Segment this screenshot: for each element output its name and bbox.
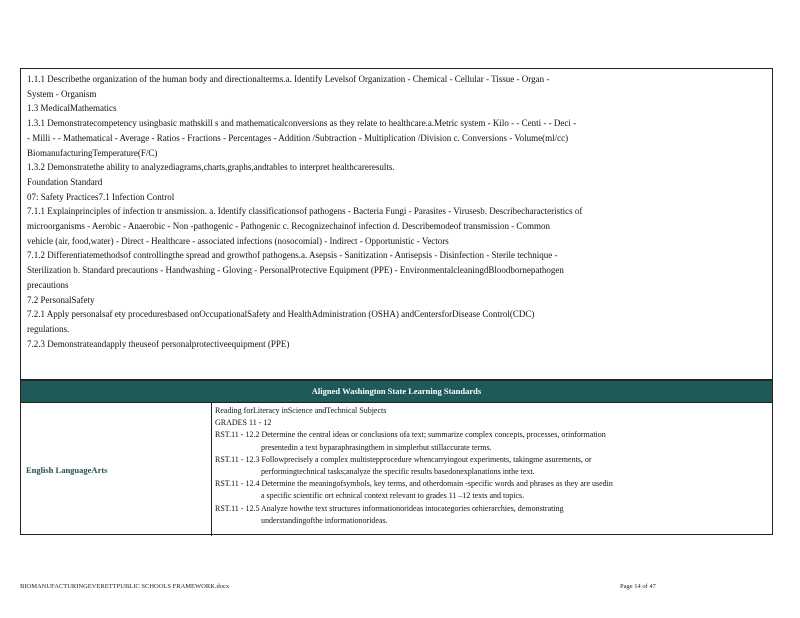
framework-content — [27, 72, 769, 351]
standards-row: Reading forLiteracy inScience andTechnical Subjects — [215, 406, 387, 415]
heading-medical-math: 1.3 MedicalMathematics — [27, 103, 117, 114]
line-precautions: precautions — [27, 279, 69, 290]
line-vehicle: vehicle (air, food,water) - Direct - Healthcare - associated infections (nosocomial) - Indirect - Opportunistic - Vectors — [27, 235, 449, 246]
line-7-1-1: 7.1.1 Explainprinciples of infection tr ansmission. a. Identify classificationsof pathogens - Bacteria Fungi - Parasites - Virusesb. Describecharacteristics of — [27, 206, 583, 217]
line-foundation-standard: Foundation Standard — [27, 176, 103, 187]
standards-table — [20, 380, 773, 535]
standards-row: performingtechnical tasks;analyze the specific results basedonexplanations inthe text. — [261, 467, 535, 477]
line-7-1-2: 7.1.2 Differentiatemethodsof controllingthe spread and growthof pathogens.a. Asepsis - Sanitization - Antisepsis - Disinfection - Sterile technique - — [27, 250, 558, 261]
standards-row: RST.11 - 12.2 Determine the central ideas or conclusions ofa text; summarize complex concepts, processes, orinformation — [215, 430, 606, 440]
line-1-1-1: 1.1.1 Describethe organization of the human body and directionalterms.a. Identify Levelsof Organization - Chemical - Cellular - Tissue - Organ - — [27, 74, 550, 84]
footer-filename: BIOMANUFACTURINGEVERETTPUBLIC SCHOOLS FRAMEWORK.docx — [20, 583, 230, 590]
subject-label: English LanguageArts — [26, 464, 108, 475]
standards-row: RST.11 - 12.3 Followprecisely a complex multistepprocedure whencarryingout experiments, takingme asurements, or — [215, 454, 592, 464]
line-7-2-1: 7.2.1 Apply personalsaf ety proceduresbased onOccupationalSafety and HealthAdministration (OSHA) andCentersforDisease Control(CDC) — [27, 309, 535, 320]
line-organism: System - Organism — [27, 88, 97, 99]
heading-personal-safety: 7.2 PersonalSafety — [27, 294, 95, 305]
standards-row: RST.11 - 12.5 Analyze howthe text structures informationorideas intocategories orhierarchies, demonstrating — [215, 503, 564, 513]
line-temperature: BiomanufacturingTemperature(F/C) — [27, 147, 158, 158]
standards-row: GRADES 11 - 12 — [215, 418, 272, 428]
standards-row: presentedin a text byparaphrasingthem in simplerbut stillaccurate terms. — [261, 442, 492, 452]
standards-cell — [215, 405, 771, 527]
standards-table-header: Aligned Washington State Learning Standards — [21, 381, 772, 403]
standards-row: understandingofthe informationorideas. — [261, 515, 388, 525]
line-1-3-1: 1.3.1 Demonstratecompetency usingbasic mathskill s and mathematicalconversions as they relate to healthcare.a.Metric system - Kilo - - Centi - - Deci - — [27, 118, 577, 129]
line-7-2-3: 7.2.3 Demonstrateandapply theuseof personalprotectiveequipment (PPE) — [27, 338, 290, 349]
line-math-list: - Milli - - Mathematical - Average - Ratios - Fractions - Percentages - Addition /Subtraction - Multiplication /Division c. Conversions - Volume(ml/cc) — [27, 132, 569, 143]
line-microorganisms: microorganisms - Aerobic - Anaerobic - Non -pathogenic - Pathogenic c. Recognizechainof infection d. Describemodeof transmission - Common — [27, 221, 550, 232]
line-regulations: regulations. — [27, 323, 70, 334]
line-1-3-2: 1.3.2 Demonstratethe ability to analyzediagrams,charts,graphs,andtables to interpret healthcareresults. — [27, 162, 395, 173]
line-sterilization: Sterilization b. Standard precautions - Handwashing - Gloving - PersonalProtective Equipment (PPE) - EnvironmentalcleaningdBloodbornepathogen — [27, 265, 564, 276]
footer-page-number: Page 14 of 47 — [620, 583, 656, 590]
standards-row: RST.11 - 12.4 Determine the meaningofsymbols, key terms, and otherdomain -specific words and phrases as they are usedin — [215, 479, 613, 489]
subject-cell — [21, 403, 212, 536]
line-safety-practices: 07: Safety Practices7.1 Infection Control — [27, 191, 175, 202]
standards-row: a specific scientific ort echnical context relevant to grades 11 –12 texts and topics. — [261, 491, 525, 501]
standards-table-body — [21, 403, 772, 536]
